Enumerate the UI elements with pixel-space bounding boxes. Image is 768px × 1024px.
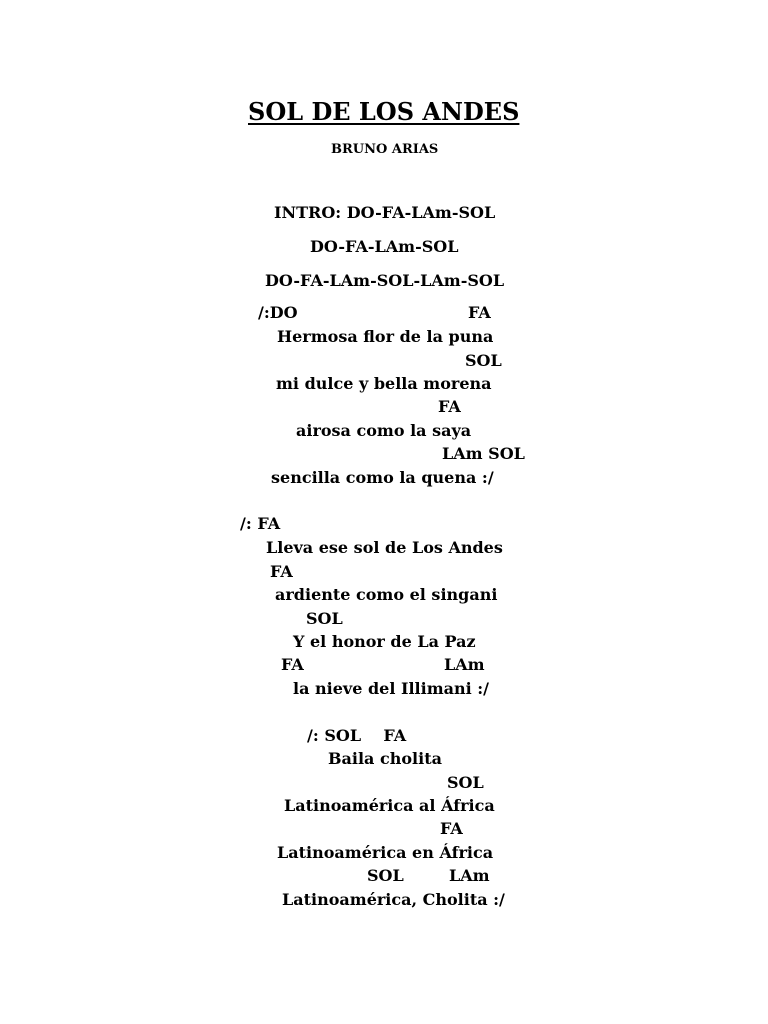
chorus-chord-2: SOL (447, 773, 484, 792)
verse2-chord-lam: LAm (444, 655, 485, 674)
chorus-chord-3: FA (440, 819, 463, 838)
verse2-lyric-3: Y el honor de La Paz (293, 632, 476, 651)
verse1-lyric-4: sencilla como la quena :/ (271, 468, 494, 487)
chorus-lyric-1: Baila cholita (328, 749, 442, 768)
intro-line-3: DO-FA-LAm-SOL-LAm-SOL (265, 271, 505, 290)
intro-line-2: DO-FA-LAm-SOL (310, 237, 459, 256)
verse2-chord-fa: FA (281, 655, 304, 674)
verse1-lyric-2: mi dulce y bella morena (276, 374, 492, 393)
verse2-chord-3: SOL (306, 609, 343, 628)
verse2-lyric-4: la nieve del Illimani :/ (293, 679, 490, 698)
song-title: SOL DE LOS ANDES (248, 97, 520, 126)
verse1-chord-3: FA (438, 397, 461, 416)
verse1-chord-2: SOL (465, 351, 502, 370)
chorus-chord-sol: SOL (367, 866, 404, 885)
chorus-chord-1: /: SOL FA (307, 726, 407, 745)
chorus-chord-lam: LAm (449, 866, 490, 885)
verse2-chord-1: /: FA (240, 514, 281, 533)
chorus-lyric-4: Latinoamérica, Cholita :/ (282, 890, 505, 909)
chorus-lyric-3: Latinoamérica en África (277, 843, 494, 862)
verse1-lyric-1: Hermosa flor de la puna (277, 327, 494, 346)
verse2-lyric-2: ardiente como el singani (275, 585, 498, 604)
chorus-lyric-2: Latinoamérica al África (284, 796, 495, 815)
verse1-chord-fa: FA (468, 303, 491, 322)
verse2-chord-2: FA (270, 562, 293, 581)
verse1-lyric-3: airosa como la saya (296, 421, 472, 440)
verse1-chord-4: LAm SOL (442, 444, 525, 463)
verse1-chord-do: /:DO (258, 303, 298, 322)
song-artist: BRUNO ARIAS (331, 142, 439, 157)
verse2-lyric-1: Lleva ese sol de Los Andes (266, 538, 503, 557)
intro-line-1: INTRO: DO-FA-LAm-SOL (274, 203, 496, 222)
